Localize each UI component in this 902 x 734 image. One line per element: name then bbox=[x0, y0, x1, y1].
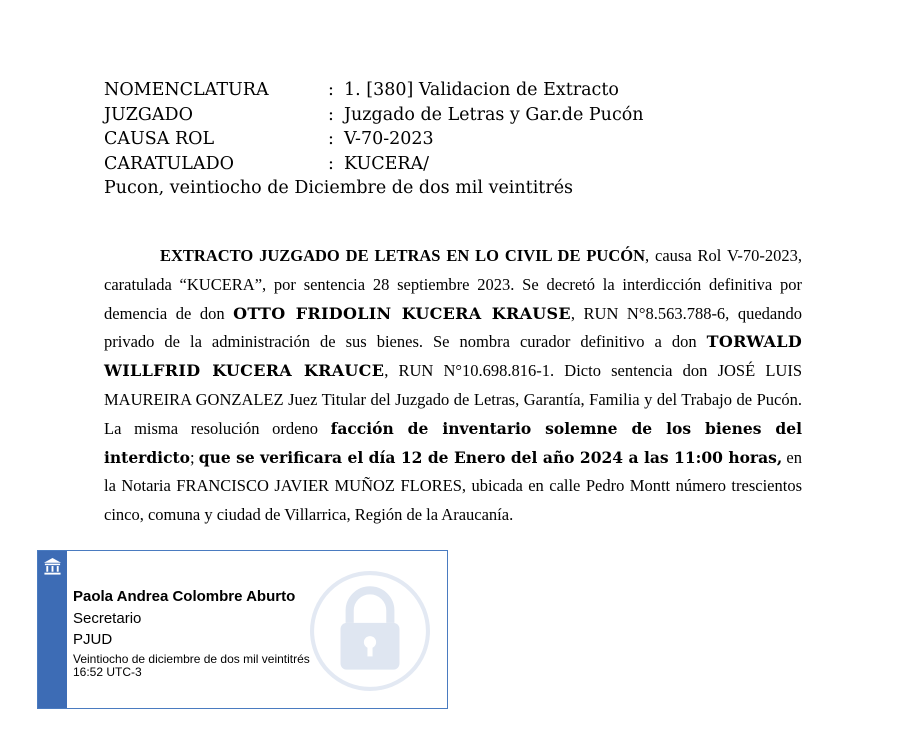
header-value: V-70-2023 bbox=[344, 129, 434, 149]
header-separator: : bbox=[328, 104, 334, 125]
signer-name: Paola Andrea Colombre Aburto bbox=[73, 588, 296, 605]
header-row-caratulado bbox=[104, 152, 644, 177]
header-separator: : bbox=[328, 129, 334, 149]
document-header bbox=[104, 78, 644, 176]
signature-sidebar bbox=[38, 551, 67, 708]
header-separator: : bbox=[328, 153, 334, 174]
signature-date: Veintiocho de diciembre de dos mil veintitrés bbox=[73, 652, 310, 666]
interdict-name: OTTO FRIDOLIN KUCERA KRAUSE bbox=[233, 303, 571, 323]
header-value: KUCERA/ bbox=[344, 153, 430, 174]
signer-organization: PJUD bbox=[73, 631, 113, 648]
extract-text-2: , RUN N°8.563.788-6, quedando privado de la administración de sus bienes. Se nombra curador definitivo a don bbox=[104, 303, 802, 352]
header-row-juzgado bbox=[104, 103, 644, 128]
place-date-line: Pucon, veintiocho de Diciembre de dos mil veintitrés bbox=[104, 178, 574, 198]
extract-paragraph bbox=[104, 242, 802, 530]
header-label: NOMENCLATURA bbox=[104, 80, 269, 100]
header-value: 1. [380] Validacion de Extracto bbox=[344, 80, 619, 100]
extract-text-4: ; bbox=[190, 447, 199, 467]
electronic-signature-box bbox=[37, 550, 448, 709]
extract-text-5: en la Notaria FRANCISCO JAVIER MUÑOZ FLORES, ubicada en calle Pedro Montt número trescientos cinco, comuna y ciudad de Villarrica, Región de la Araucanía. bbox=[104, 447, 803, 525]
header-label: JUZGADO bbox=[104, 104, 193, 125]
extract-title: EXTRACTO JUZGADO DE LETRAS EN LO CIVIL DE PUCÓN bbox=[160, 246, 646, 265]
extract-body bbox=[104, 242, 802, 530]
signer-role: Secretario bbox=[73, 610, 142, 627]
signature-time: 16:52 UTC-3 bbox=[73, 665, 142, 679]
header-row-nomenclatura bbox=[104, 78, 644, 103]
header-label: CARATULADO bbox=[104, 153, 234, 174]
header-value: Juzgado de Letras y Gar.de Pucón bbox=[344, 104, 644, 125]
header-row-causa-rol bbox=[104, 127, 644, 152]
inventory-date: que se verificara el día 12 de Enero del año 2024 a las 11:00 horas, bbox=[198, 447, 783, 467]
header-label: CAUSA ROL bbox=[104, 129, 215, 149]
extract-text-3: , RUN N°10.698.816-1. Dicto sentencia don JOSÉ LUIS MAUREIRA GONZALEZ Juez Titular del Juzgado de Letras, Garantía, Familia y del Trabajo de Pucón. La misma resolución ordeno bbox=[104, 361, 802, 438]
extract-text-1: , causa Rol V-70-2023, caratulada “KUCERA”, por sentencia 28 septiembre 2023. Se decretó la interdicción definitiva por demencia de don bbox=[104, 246, 802, 323]
lock-icon bbox=[309, 570, 431, 692]
signature-details bbox=[73, 586, 310, 679]
header-separator: : bbox=[328, 80, 334, 100]
curator-name: TORWALD WILLFRID KUCERA KRAUCE bbox=[104, 332, 802, 381]
institution-icon bbox=[43, 557, 62, 576]
inventory-order: facción de inventario solemne de los bienes del interdicto bbox=[104, 418, 802, 467]
